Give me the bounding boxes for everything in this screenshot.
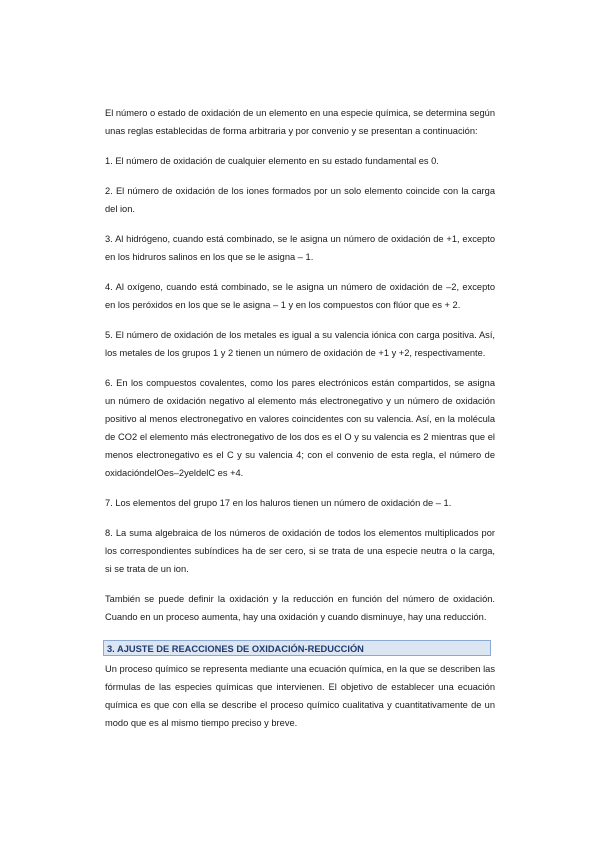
- rule-1: 1. El número de oxidación de cualquier elemento en su estado fundamental es 0.: [105, 156, 439, 166]
- rule-4: 4. Al oxígeno, cuando está combinado, se le asigna un número de oxidación de –2, excepto en los peróxidos en los que se le asigna – 1 y en los compuestos con flúor que es + 2.: [105, 282, 495, 310]
- rule-8: 8. La suma algebraica de los números de oxidación de todos los elementos multiplicados por los correspondientes subíndices ha de ser cero, si se trata de una especie neutra o la carga, si se trata de un ion.: [105, 528, 495, 574]
- section-body: Un proceso químico se representa mediante una ecuación química, en la que se describen las fórmulas de las especies químicas que intervienen. El objetivo de establecer una ecuación química es que con ella se describe el proceso químico cualitativa y cuantitativamente de un modo que es al mismo tiempo preciso y breve.: [105, 664, 495, 728]
- intro-paragraph: El número o estado de oxidación de un elemento en una especie química, se determina según unas reglas establecidas de forma arbitraria y por convenio y se presentan a continuación:: [105, 108, 495, 136]
- rule-2: 2. El número de oxidación de los iones formados por un solo elemento coincide con la carga del ion.: [105, 186, 495, 214]
- rule-5: 5. El número de oxidación de los metales es igual a su valencia iónica con carga positiva. Así, los metales de los grupos 1 y 2 tienen un número de oxidación de +1 y +2, respectivamente.: [105, 330, 495, 358]
- rule-6: 6. En los compuestos covalentes, como los pares electrónicos están compartidos, se asigna un número de oxidación negativo al elemento más electronegativo y un número de oxidación positivo al menos electronegativo en valores coincidentes con su valencia. Así, en la molécula de CO2 el elemento más electronegativo de los dos es el O y su valencia es 2 mientras que el menos electronegativo es el C y su valencia 4; con el convenio de esta regla, el número de oxidacióndelOes–2yeldelC es +4.: [105, 378, 495, 478]
- rule-3: 3. Al hidrógeno, cuando está combinado, se le asigna un número de oxidación de +1, excepto en los hidruros salinos en los que se le asigna – 1.: [105, 234, 495, 262]
- section-heading: 3. AJUSTE DE REACCIONES DE OXIDACIÓN-REDUCCIÓN: [103, 640, 491, 656]
- rule-7: 7. Los elementos del grupo 17 en los haluros tienen un número de oxidación de – 1.: [105, 498, 452, 508]
- definition-paragraph: También se puede definir la oxidación y la reducción en función del número de oxidación. Cuando en un proceso aumenta, hay una oxidación y cuando disminuye, hay una reducción.: [105, 594, 495, 622]
